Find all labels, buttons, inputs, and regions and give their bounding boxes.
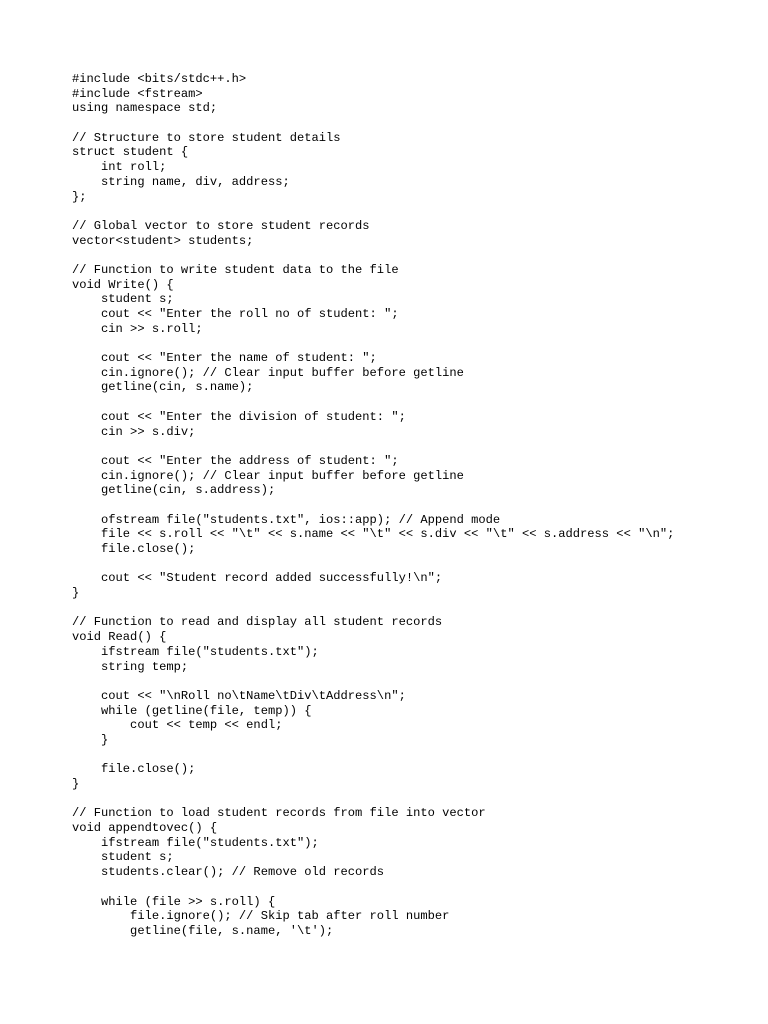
code-line: cout << "Student record added successfully!\n"; (72, 571, 443, 586)
code-line: cin >> s.div; (72, 424, 196, 439)
code-line (72, 601, 674, 616)
code-line: cout << "Enter the address of student: "; (72, 453, 399, 468)
code-line: vector<student> students; (72, 233, 254, 248)
code-line (72, 498, 674, 513)
code-line: ifstream file("students.txt"); (72, 835, 319, 850)
code-line (72, 557, 674, 572)
code-line (72, 248, 674, 263)
code-line: // Global vector to store student records (72, 218, 370, 233)
code-line: struct student { (72, 145, 189, 160)
code-line: int roll; (72, 160, 167, 175)
code-line: file.close(); (72, 542, 196, 556)
code-line: }; (72, 189, 87, 204)
code-line (72, 674, 674, 689)
code-line: cout << temp << endl; (72, 718, 283, 733)
code-line: ifstream file("students.txt"); (72, 644, 319, 659)
code-line: // Function to write student data to the file (72, 262, 399, 277)
code-line: cin.ignore(); // Clear input buffer before getline (72, 468, 464, 483)
code-line: students.clear(); // Remove old records (72, 865, 385, 880)
code-line (72, 336, 674, 351)
code-line (72, 880, 674, 895)
code-line: getline(file, s.name, '\t'); (72, 923, 334, 938)
code-line (72, 748, 674, 763)
code-line: while (file >> s.roll) { (72, 894, 276, 909)
code-line: cout << "\nRoll no\tName\tDiv\tAddress\n"; (72, 688, 406, 703)
code-block (72, 72, 674, 939)
code-line: void Read() { (72, 630, 167, 645)
code-line: void Write() { (72, 277, 174, 292)
code-line: // Function to read and display all student records (72, 615, 443, 630)
code-line (72, 439, 674, 454)
code-line: cout << "Enter the name of student: "; (72, 351, 377, 366)
code-line: student s; (72, 292, 174, 307)
code-line: student s; (72, 850, 174, 865)
code-line: string name, div, address; (72, 174, 290, 189)
code-line: file.ignore(); // Skip tab after roll number (72, 909, 450, 924)
code-line: file << s.roll << "\t" << s.name << "\t" << s.div << "\t" << s.address << "\n"; (72, 527, 675, 542)
code-line: void appendtovec() { (72, 821, 218, 836)
code-line: } (72, 586, 80, 601)
code-line: cin.ignore(); // Clear input buffer before getline (72, 365, 464, 380)
code-line: // Function to load student records from file into vector (72, 806, 486, 821)
code-line: getline(cin, s.name); (72, 380, 254, 395)
code-line: using namespace std; (72, 101, 218, 116)
code-line: getline(cin, s.address); (72, 483, 276, 498)
code-line: string temp; (72, 659, 189, 674)
code-line (72, 204, 674, 219)
code-line: ofstream file("students.txt", ios::app); // Append mode (72, 512, 501, 527)
code-line (72, 116, 674, 131)
code-line (72, 395, 674, 410)
code-line: #include <bits/stdc++.h> (72, 72, 247, 86)
code-line: cout << "Enter the division of student: "; (72, 409, 406, 424)
code-line: cout << "Enter the roll no of student: "; (72, 307, 399, 321)
code-line: } (72, 732, 109, 747)
code-line: #include <fstream> (72, 86, 203, 101)
code-line: while (getline(file, temp)) { (72, 703, 312, 718)
code-line: // Structure to store student details (72, 130, 341, 145)
code-line: } (72, 777, 80, 791)
code-line: cin >> s.roll; (72, 321, 203, 336)
code-line (72, 792, 674, 807)
code-line: file.close(); (72, 762, 196, 777)
